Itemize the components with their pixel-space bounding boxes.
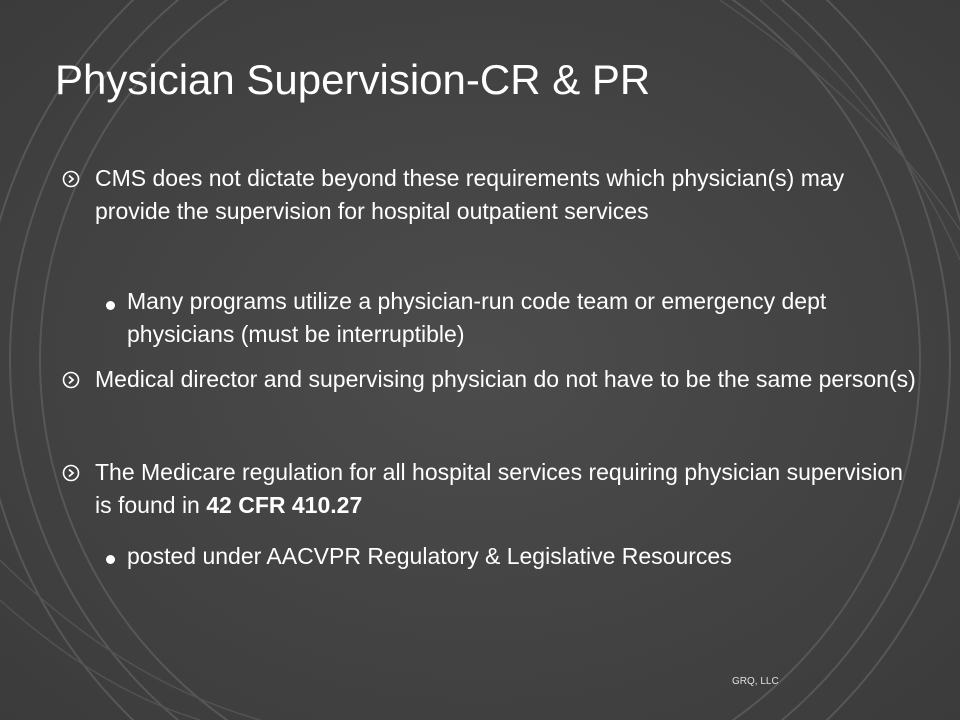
circled-arrow-icon bbox=[62, 170, 80, 188]
sub-bullet-item-2: posted under AACVPR Regulatory & Legislative Resources bbox=[127, 543, 732, 569]
sub-bullet-item-1: Many programs utilize a physician-run code team or emergency dept physicians (must be interruptible) bbox=[127, 288, 827, 347]
regulation-citation: 42 CFR 410.27 bbox=[206, 492, 363, 518]
dot-icon bbox=[106, 555, 115, 564]
slide-title: Physician Supervision-CR & PR bbox=[55, 56, 651, 103]
bullet-item-3-text: The Medicare regulation for all hospital services requiring physician supervision is found in bbox=[95, 459, 903, 518]
bullet-item-2: Medical director and supervising physician do not have to be the same person(s) bbox=[95, 366, 916, 392]
circled-arrow-icon bbox=[62, 464, 80, 482]
footer-text: GRQ, LLC bbox=[732, 676, 779, 687]
dot-icon bbox=[106, 301, 115, 310]
bullet-item-3 bbox=[95, 456, 925, 522]
bullet-item-1: CMS does not dictate beyond these requirements which physician(s) may provide the supervision for hospital outpatient services bbox=[95, 165, 845, 224]
circled-arrow-icon bbox=[62, 371, 80, 389]
